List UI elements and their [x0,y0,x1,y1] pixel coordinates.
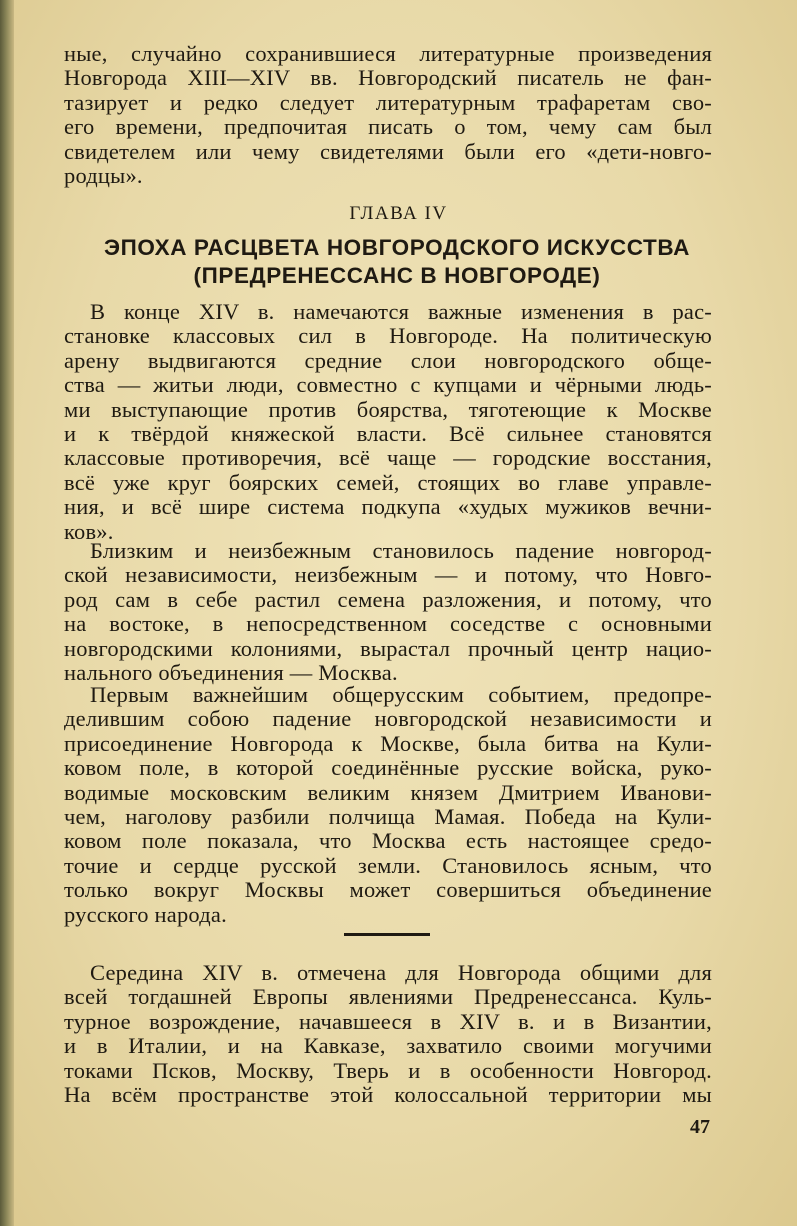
paragraph [64,683,712,927]
chapter-title-line: (ПРЕДРЕНЕССАНС В НОВГОРОДЕ) [193,263,601,288]
text-line: и к твёрдой княжеской власти. Всё сильнее становятся [64,420,712,446]
text-line: присоединение Новгорода к Москве, была битва на Кули- [64,730,712,756]
text-line: ния, и всё шире система подкупа «худых мужиков вечни- [64,494,712,520]
text-line: ковом поле показала, что Москва есть настоящее средо- [64,828,712,854]
text-line: ства — житьи люди, совместно с купцами и чёрными людь- [64,372,712,398]
text-line: точие и сердце русской земли. Становилось ясным, что [64,852,712,878]
text-line: Близким и неизбежным становилось падение новгород- [90,538,712,563]
text-line: родцы». [64,162,143,188]
text-line: ми выступающие против боярства, тяготеющие к Москве [64,396,712,422]
paragraph [64,539,712,685]
text-line: тазирует и редко следует литературным трафаретам сво- [64,89,712,115]
text-line: новгородскими колониями, вырастал прочный центр нацио- [64,635,712,661]
text-line: чем, наголову разбили полчища Мамая. Победа на Кули- [64,803,712,829]
text-line: Первым важнейшим общерусским событием, предопре- [90,682,712,707]
paragraph [64,961,712,1107]
text-line: Середина XIV в. отмечена для Новгорода общими для [90,960,712,985]
text-line: всей тогдашней Европы явлениями Предренессанса. Куль- [64,984,712,1010]
text-line: турное возрождение, начавшееся в XIV в. и в Византии, [64,1008,712,1034]
text-line: свидетелем или чему свидетелями были его «дети-новго- [64,138,712,164]
text-line: только вокруг Москвы может совершиться объединение [64,877,712,903]
book-spine [0,0,14,1226]
text-line: В конце XIV в. намечаются важные изменения в рас- [90,299,712,324]
text-line: водимые московским великим князем Дмитрием Иванови- [64,779,712,805]
text-line: классовые противоречия, всё чаще — городские восстания, [64,445,712,471]
text-line: делившим собою падение новгородской независимости и [64,706,712,732]
text-line: русского народа. [64,901,227,927]
text-line: нального объединения — Москва. [64,659,398,685]
paragraph [64,300,712,544]
intro-paragraph [64,42,712,188]
text-line: арену выдвигаются средние слои новгородского обще- [64,347,712,373]
text-line: На всём пространстве этой колоссальной территории мы [64,1081,712,1107]
chapter-label: ГЛАВА IV [349,203,448,224]
text-line: становке классовых сил в Новгороде. На политическую [64,323,712,349]
text-line: ковом поле, в которой соединённые русские войска, руко- [64,755,712,781]
section-divider [344,933,430,936]
text-line: токами Псков, Москву, Тверь и в особенности Новгород. [64,1057,712,1083]
text-line: ской независимости, неизбежным — и потому, что Новго- [64,562,712,588]
text-line: его времени, предпочитая писать о том, чему сам был [64,114,712,140]
text-line: род сам в себе растил семена разложения, и потому, что [64,586,712,612]
text-line: всё уже круг боярских семей, стоящих во главе управле- [64,469,712,495]
text-line: ков». [64,518,114,544]
chapter-title-line: ЭПОХА РАСЦВЕТА НОВГОРОДСКОГО ИСКУССТВА [104,235,690,260]
chapter-title [64,234,730,290]
text-line: ные, случайно сохранившиеся литературные произведения [64,41,712,66]
text-line: на востоке, в непосредственном соседстве с основными [64,611,712,637]
text-line: Новгорода XIII—XIV вв. Новгородский писатель не фан- [64,65,712,91]
page-number: 47 [690,1116,710,1138]
text-line: и в Италии, и на Кавказе, захватило своими могучими [64,1033,712,1059]
